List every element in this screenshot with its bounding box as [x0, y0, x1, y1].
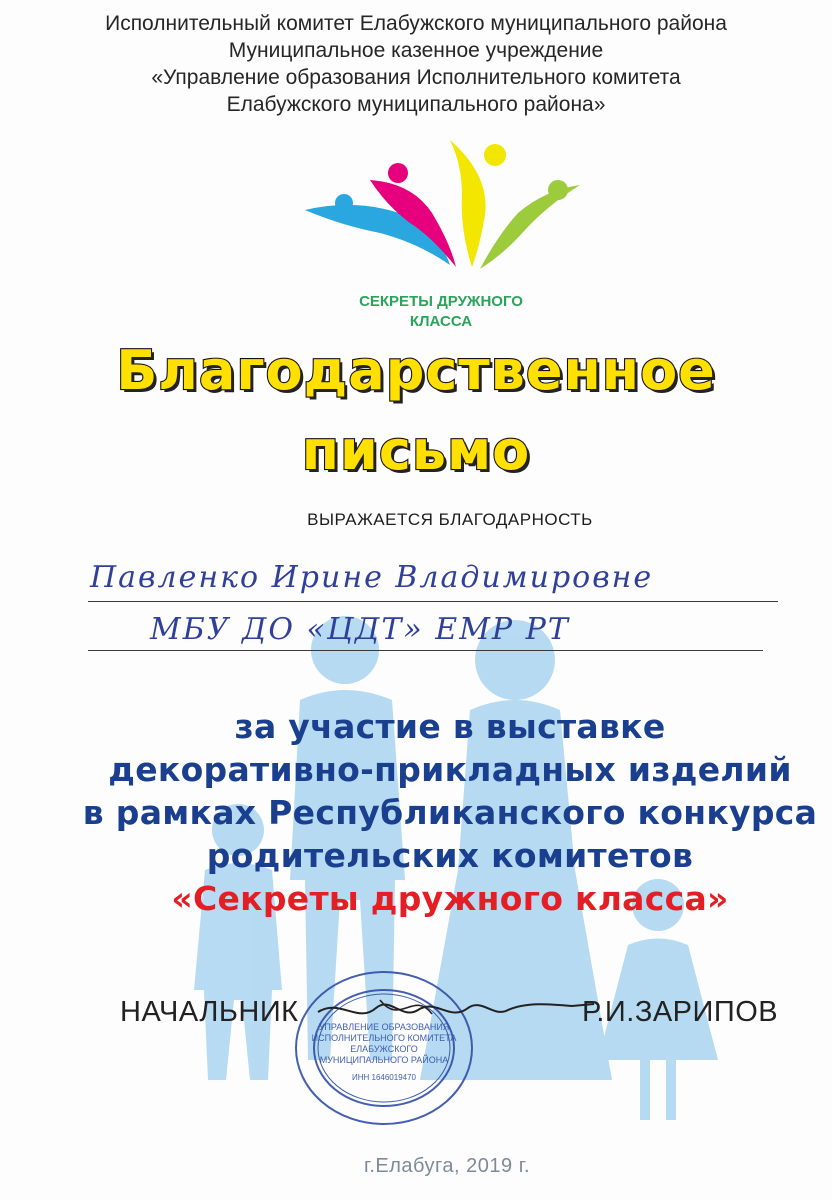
- award-reason-line-2: декоративно-прикладных изделий: [108, 750, 792, 789]
- place-and-date: г.Елабуга, 2019 г.: [364, 1155, 531, 1177]
- handwritten-signature: [310, 980, 600, 1040]
- award-reason-line-3: в рамках Республиканского конкурса: [82, 793, 818, 832]
- recipient-name: Павленко Ирине Владимировне: [90, 560, 654, 595]
- signatory-position: НАЧАЛЬНИК: [120, 996, 299, 1028]
- document-title-line-1: Благодарственное: [116, 339, 716, 402]
- issuer-line-3: «Управление образования Исполнительного комитета: [151, 66, 681, 89]
- signatory-name: Р.И.ЗАРИПОВ: [582, 996, 779, 1028]
- issuer-line-1: Исполнительный комитет Елабужского муниципального района: [105, 12, 727, 35]
- contest-name: «Секреты дружного класса»: [171, 879, 729, 918]
- logo-caption-line-1: СЕКРЕТЫ ДРУЖНОГО: [359, 293, 523, 310]
- recipient-organization-underline: [88, 650, 763, 651]
- stamp-line-1: УПРАВЛЕНИЕ ОБРАЗОВАНИЯ: [318, 1022, 450, 1032]
- issuer-line-2: Муниципальное казенное учреждение: [228, 39, 604, 62]
- stamp-line-3: ЕЛАБУЖСКОГО: [350, 1044, 418, 1054]
- stamp-inn: ИНН 1646019470: [351, 1073, 417, 1082]
- award-reason-line-1: за участие в выставке: [234, 707, 666, 746]
- recipient-organization: МБУ ДО «ЦДТ» ЕМР РТ: [150, 612, 570, 647]
- award-reason-line-4: родительских комитетов: [206, 836, 694, 875]
- logo-caption-line-2: КЛАССА: [409, 313, 473, 330]
- issuer-line-4: Елабужского муниципального района»: [226, 93, 606, 116]
- document-title-line-2: письмо: [301, 419, 531, 482]
- stamp-line-4: МУНИЦИПАЛЬНОГО РАЙОНА: [319, 1055, 449, 1065]
- stamp-line-2: ИСПОЛНИТЕЛЬНОГО КОМИТЕТА: [311, 1033, 457, 1043]
- gratitude-label: ВЫРАЖАЕТСЯ БЛАГОДАРНОСТЬ: [307, 510, 593, 529]
- logo-caption: [300, 292, 582, 332]
- award-reason: [0, 705, 832, 920]
- four-raised-arms-figures-icon: [300, 135, 590, 275]
- recipient-name-underline: [88, 601, 778, 602]
- issuer-header: [0, 10, 832, 118]
